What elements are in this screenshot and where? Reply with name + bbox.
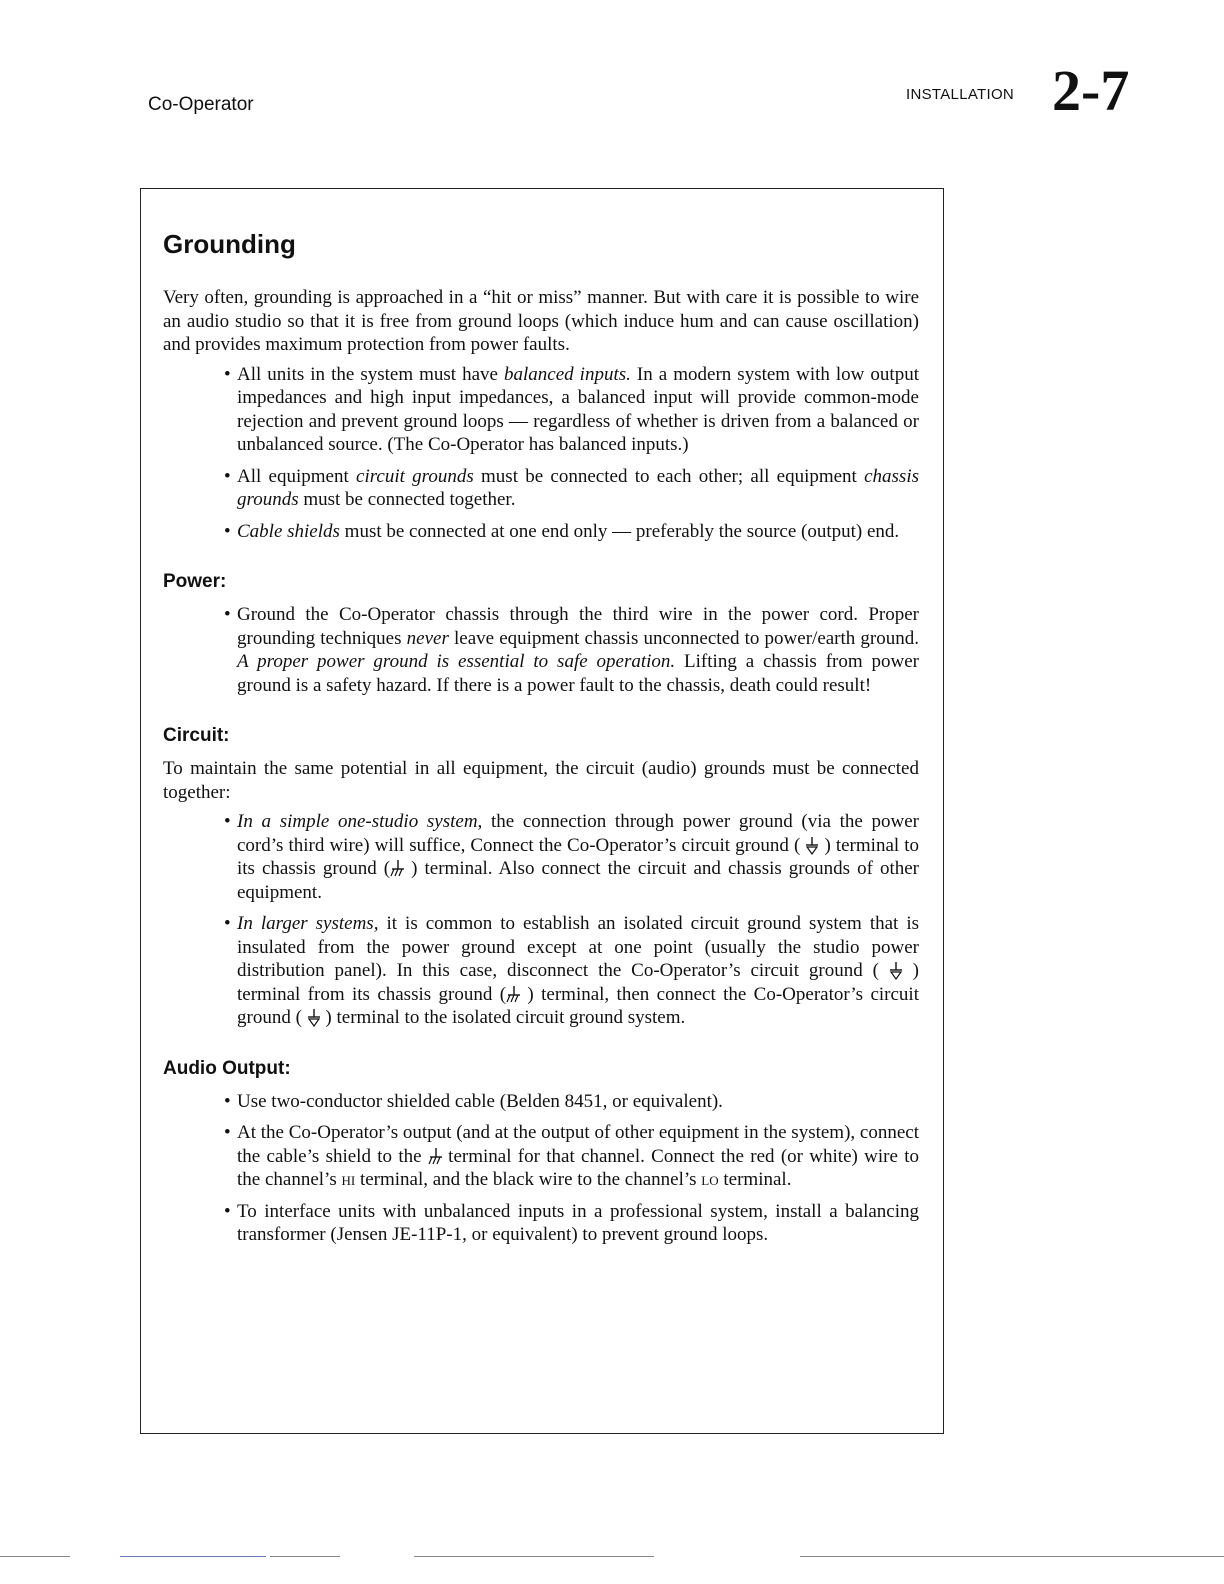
circuit-ground-icon <box>889 962 903 980</box>
chassis-ground-icon <box>428 1148 442 1166</box>
list-item: • All equipment circuit grounds must be connected to each other; all equipment chassis grounds must be connected together. <box>237 465 919 512</box>
circuit-ground-icon <box>307 1009 321 1027</box>
hi-terminal-label: hi <box>341 1169 356 1190</box>
footer-rule <box>414 1556 654 1557</box>
footer-rule <box>120 1556 266 1557</box>
audio-output-heading: Audio Output: <box>163 1057 291 1079</box>
grounding-box <box>140 188 944 1434</box>
list-item: • In larger systems, it is common to establish an isolated circuit ground system that is insulated from the power ground except at one point (usually the studio power distribution panel). In this case, disconnect the Co-Operator’s circuit ground ( ) terminal from its chassis ground ( ) terminal, then connect the Co-Operator’s circuit ground ( ) terminal to the isolated circuit ground system. <box>237 912 919 1030</box>
box-content <box>163 229 919 1255</box>
list-item: • To interface units with unbalanced inputs in a professional system, install a balancing transformer (Jensen JE-11P-1, or equivalent) to prevent ground loops. <box>237 1200 919 1247</box>
general-bullets <box>163 363 919 544</box>
list-item: • In a simple one-studio system, the connection through power ground (via the power cord’s third wire) will suffice, Connect the Co-Operator’s circuit ground ( ) terminal to its chassis ground ( ) terminal. Also connect the circuit and chassis grounds of other equipment. <box>237 810 919 904</box>
list-item: • At the Co-Operator’s output (and at the output of other equipment in the system), connect the cable’s shield to the terminal for that channel. Connect the red (or white) wire to the channel’s hi terminal, and the black wire to the channel’s lo terminal. <box>237 1121 919 1192</box>
power-heading: Power: <box>163 571 227 592</box>
circuit-heading: Circuit: <box>163 725 230 746</box>
page-number: 2-7 <box>1052 58 1130 123</box>
list-item: • Cable shields must be connected at one end only — preferably the source (output) end. <box>237 520 919 544</box>
page-title: Grounding <box>163 229 296 259</box>
footer-rule <box>270 1556 340 1557</box>
chassis-ground-icon <box>390 860 404 878</box>
intro-paragraph: Very often, grounding is approached in a “hit or miss” manner. But with care it is possible to wire an audio studio so that it is free from ground loops (which induce hum and can cause oscillation) and provides maximum protection from power faults. <box>163 287 919 355</box>
audio-bullets <box>163 1090 919 1247</box>
chassis-ground-icon <box>506 986 520 1004</box>
list-item: • All units in the system must have balanced inputs. In a modern system with low output impedances and high input impedances, a balanced input will provide common-mode rejection and prevent ground loops — regardless of whether is driven from a balanced or unbalanced source. (The Co-Operator has balanced inputs.) <box>237 363 919 457</box>
list-item: • Use two-conductor shielded cable (Belden 8451, or equivalent). <box>237 1090 919 1114</box>
circuit-ground-icon <box>805 837 819 855</box>
lo-terminal-label: lo <box>701 1169 719 1190</box>
circuit-intro: To maintain the same potential in all equipment, the circuit (audio) grounds must be connected together: <box>163 758 919 803</box>
footer-rule <box>800 1556 1224 1557</box>
running-header: Co-Operator <box>148 94 254 115</box>
footer-rule <box>0 1556 70 1557</box>
power-bullets <box>163 603 919 697</box>
list-item: • Ground the Co-Operator chassis through the third wire in the power cord. Proper grounding techniques never leave equipment chassis unconnected to power/earth ground. A proper power ground is essential to safe operation. Lifting a chassis from power ground is a safety hazard. If there is a power fault to the chassis, death could result! <box>237 603 919 697</box>
section-label: INSTALLATION <box>906 86 1015 103</box>
circuit-bullets <box>163 810 919 1030</box>
